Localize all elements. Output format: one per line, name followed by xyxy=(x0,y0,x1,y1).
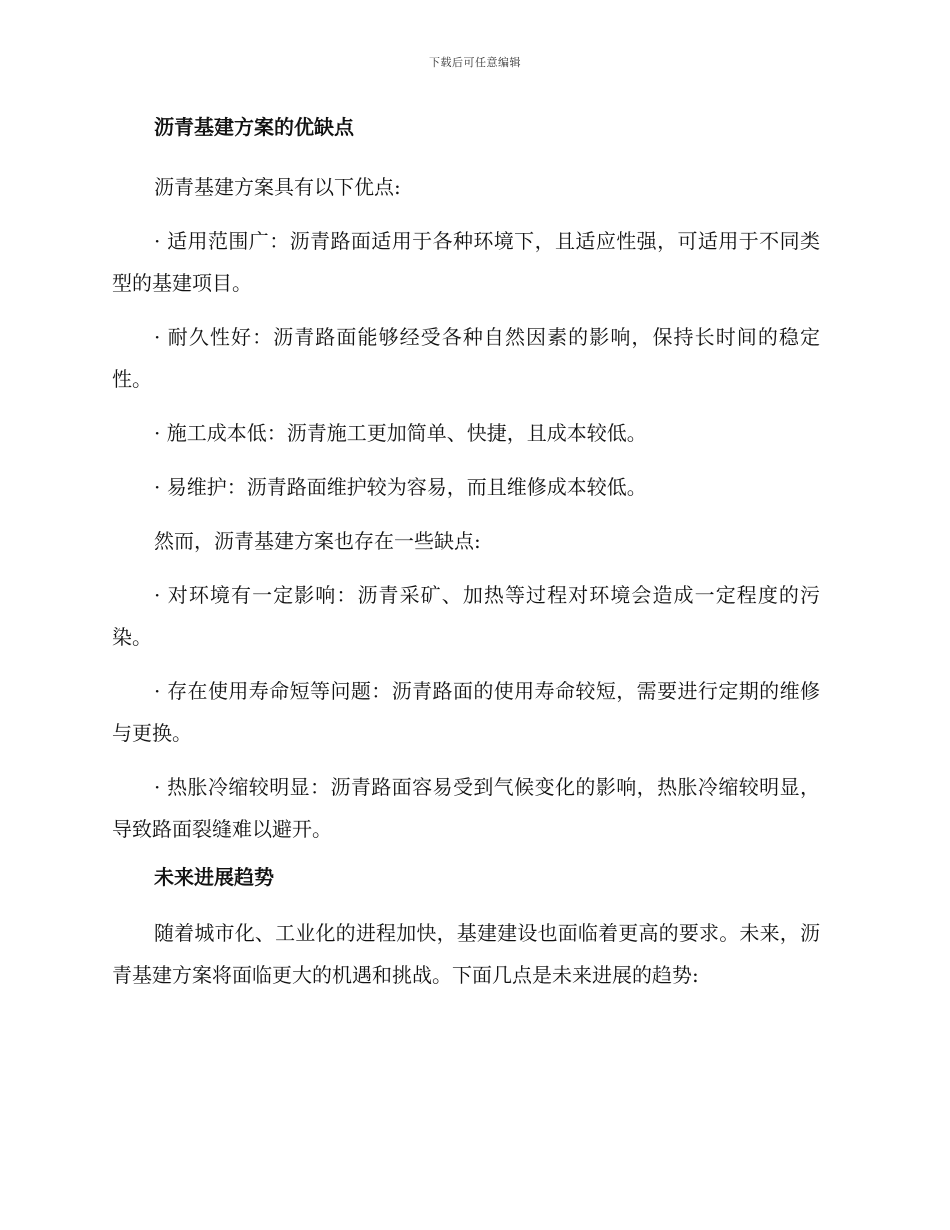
advantage-item: · 适用范围广：沥青路面适用于各种环境下，且适应性强，可适用于不同类型的基建项目。 xyxy=(112,229,820,295)
advantage-item: · 耐久性好：沥青路面能够经受各种自然因素的影响，保持长时间的稳定性。 xyxy=(112,325,820,391)
disadvantage-item: · 存在使用寿命短等问题：沥青路面的使用寿命较短，需要进行定期的维修与更换。 xyxy=(112,679,820,745)
section-heading-pros-cons: 沥青基建方案的优缺点 xyxy=(154,115,354,139)
disadvantage-item: · 热胀冷缩较明显：沥青路面容易受到气候变化的影响，热胀冷缩较明显，导致路面裂缝难以避开。 xyxy=(112,775,820,841)
section-heading-future-trends: 未来进展趋势 xyxy=(154,865,274,889)
advantages-intro: 沥青基建方案具有以下优点: xyxy=(154,175,401,199)
page-header: 下载后可任意编辑 xyxy=(429,56,521,69)
advantage-item: · 易维护：沥青路面维护较为容易，而且维修成本较低。 xyxy=(154,475,647,499)
advantage-item: · 施工成本低：沥青施工更加简单、快捷，且成本较低。 xyxy=(154,421,647,445)
future-trends-paragraph: 随着城市化、工业化的进程加快，基建建设也面临着更高的要求。未来，沥青基建方案将面临更大的机遇和挑战。下面几点是未来进展的趋势: xyxy=(112,921,820,987)
document-body xyxy=(112,112,820,1008)
disadvantage-item: · 对环境有一定影响：沥青采矿、加热等过程对环境会造成一定程度的污染。 xyxy=(112,583,820,649)
disadvantages-intro: 然而，沥青基建方案也存在一些缺点: xyxy=(154,529,481,553)
